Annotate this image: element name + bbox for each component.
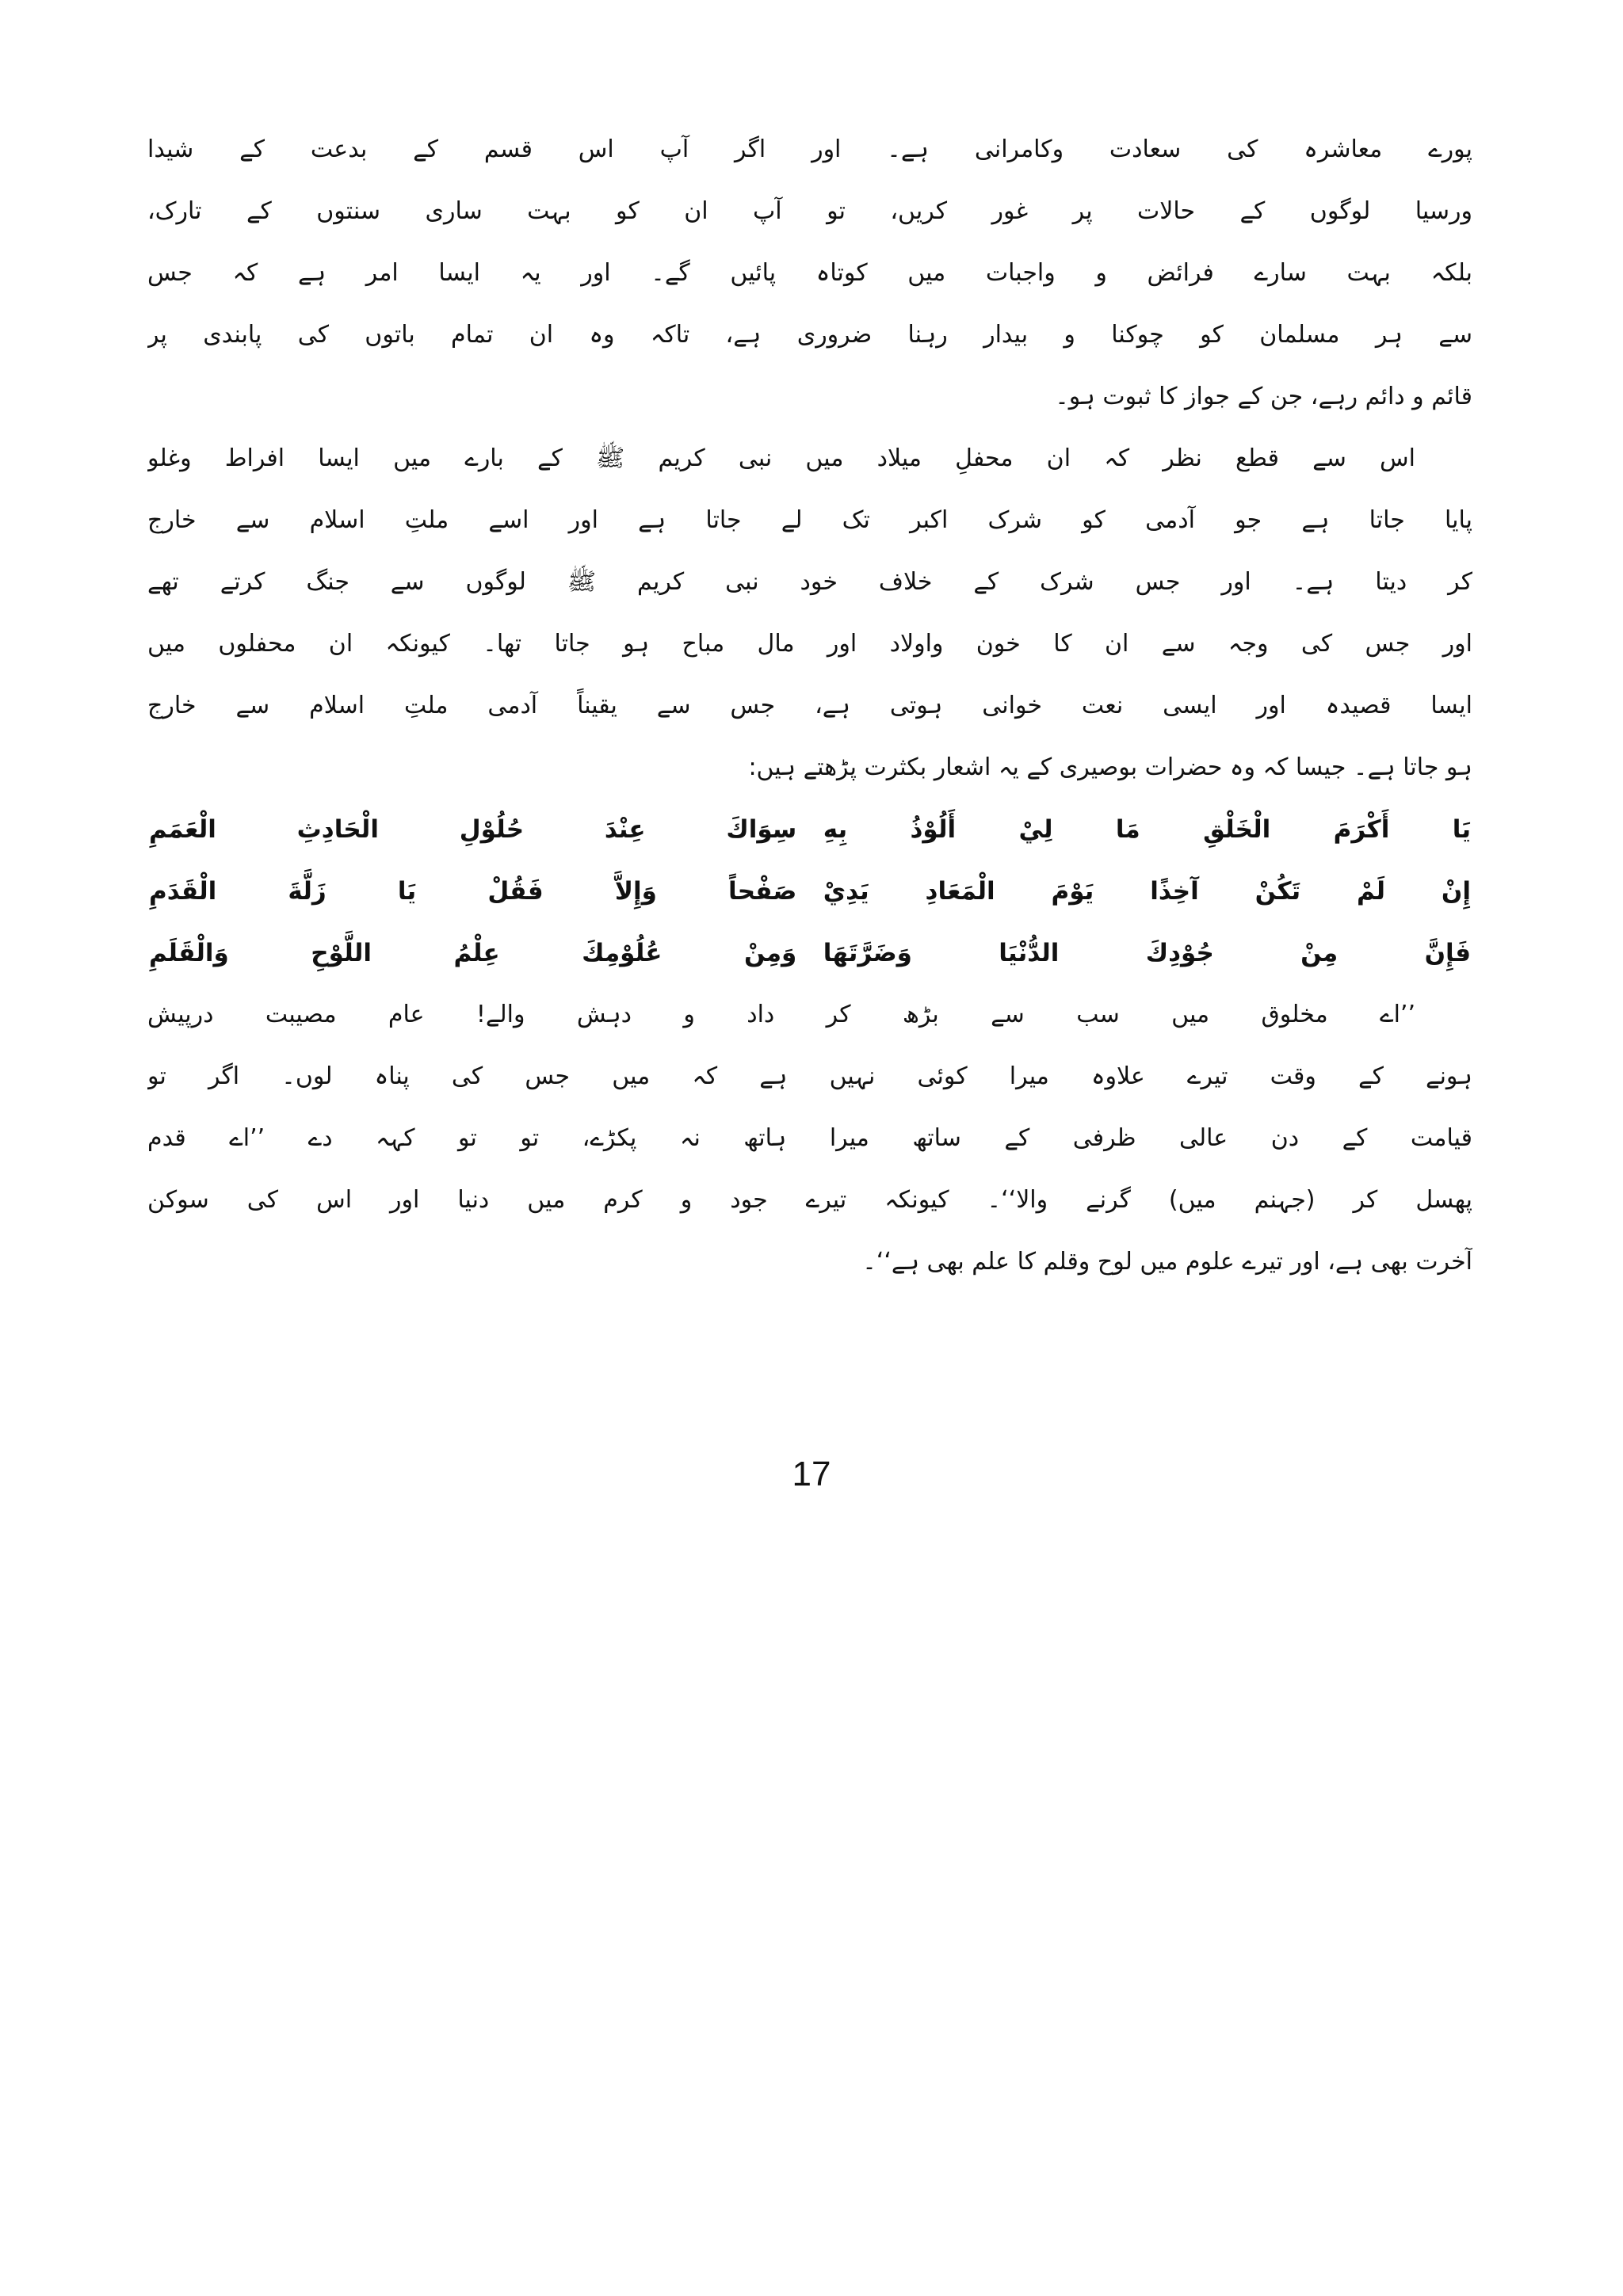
verse-first-hemistich: إِنْ لَمْ تَكُنْ آخِذًا يَوْمَ الْمَعَادِ يَدِيْ	[823, 877, 1471, 906]
text-line: ایسا قصیدہ اور ایسی نعت خوانی ہوتی ہے، جس سے یقیناً آدمی ملتِ اسلام سے خارج	[147, 692, 1472, 719]
verse-second-hemistich: سِوَاكَ عِنْدَ حُلُوْلِ الْحَادِثِ الْعَمَمِ	[149, 815, 797, 844]
verse-line	[147, 860, 1472, 922]
text-line: سے ہر مسلمان کو چوکنا و بیدار رہنا ضروری ہے، تاکہ وہ ان تمام باتوں کی پابندی پر	[147, 321, 1472, 349]
paragraph-2	[147, 428, 1472, 799]
text-line: آخرت بھی ہے، اور تیرے علوم میں لوح وقلم کا علم بھی ہے‘‘۔	[862, 1248, 1472, 1276]
verse-first-hemistich: فَإِنَّ مِنْ جُوْدِكَ الدُّنْيَا وَضَرَّتَهَا	[823, 939, 1471, 967]
text-line: ہونے کے وقت تیرے علاوہ میرا کوئی نہیں ہے کہ میں جس کی پناہ لوں۔ اگر تو	[147, 1062, 1472, 1090]
text-line: پھسل کر (جہنم میں) گرنے والا‘‘۔ کیونکہ تیرے جود و کرم میں دنیا اور اس کی سوکن	[147, 1186, 1472, 1214]
text-line: ’’اے مخلوق میں سب سے بڑھ کر داد و دہش والے! عام مصیبت درپیش	[147, 1001, 1415, 1028]
text-line: پایا جاتا ہے جو آدمی کو شرک اکبر تک لے جاتا ہے اور اسے ملتِ اسلام سے خارج	[147, 506, 1472, 534]
verse-second-hemistich: وَمِنْ عُلُوْمِكَ عِلْمُ اللَّوْحِ وَالْقَلَمِ	[149, 939, 797, 967]
text-line: اس سے قطع نظر کہ ان محفلِ میلاد میں نبی کریم ﷺ کے بارے میں ایسا افراط وغلو	[147, 444, 1415, 472]
text-line: بلکہ بہت سارے فرائض و واجبات میں کوتاہ پائیں گے۔ اور یہ ایسا امر ہے کہ جس	[147, 259, 1472, 287]
text-line: قیامت کے دن عالی ظرفی کے ساتھ میرا ہاتھ نہ پکڑے، تو تو کہہ دے ’’اے قدم	[147, 1124, 1472, 1152]
arabic-verses	[147, 799, 1472, 984]
text-line: ورسیا لوگوں کے حالات پر غور کریں، تو آپ ان کو بہت ساری سنتوں کے تارک،	[147, 197, 1472, 225]
verse-first-hemistich: يَا أَكْرَمَ الْخَلْقِ مَا لِيْ أَلُوْذُ بِهِ	[823, 815, 1471, 844]
paragraph-3	[147, 984, 1472, 1293]
page-number: 17	[792, 1455, 831, 1493]
text-line: کر دیتا ہے۔ اور جس شرک کے خلاف خود نبی کریم ﷺ لوگوں سے جنگ کرتے تھے	[147, 568, 1472, 596]
verse-line	[147, 799, 1472, 860]
text-line: ہو جاتا ہے۔ جیسا کہ وہ حضرات بوصیری کے یہ اشعار بکثرت پڑھتے ہیں:	[748, 753, 1472, 781]
text-line: اور جس کی وجہ سے ان کا خون واولاد اور مال مباح ہو جاتا تھا۔ کیونکہ ان محفلوں میں	[147, 630, 1472, 658]
text-line: پورے معاشرہ کی سعادت وکامرانی ہے۔ اور اگر آپ اس قسم کے بدعت کے شیدا	[147, 135, 1472, 163]
text-line: قائم و دائم رہے، جن کے جواز کا ثبوت ہو۔	[1055, 383, 1472, 410]
body-text	[147, 119, 1472, 1293]
verse-second-hemistich: صَفْحاً وَإِلاَّ فَقُلْ يَا زَلَّةَ الْقَدَمِ	[149, 877, 797, 906]
paragraph-1	[147, 119, 1472, 428]
verse-line	[147, 922, 1472, 984]
